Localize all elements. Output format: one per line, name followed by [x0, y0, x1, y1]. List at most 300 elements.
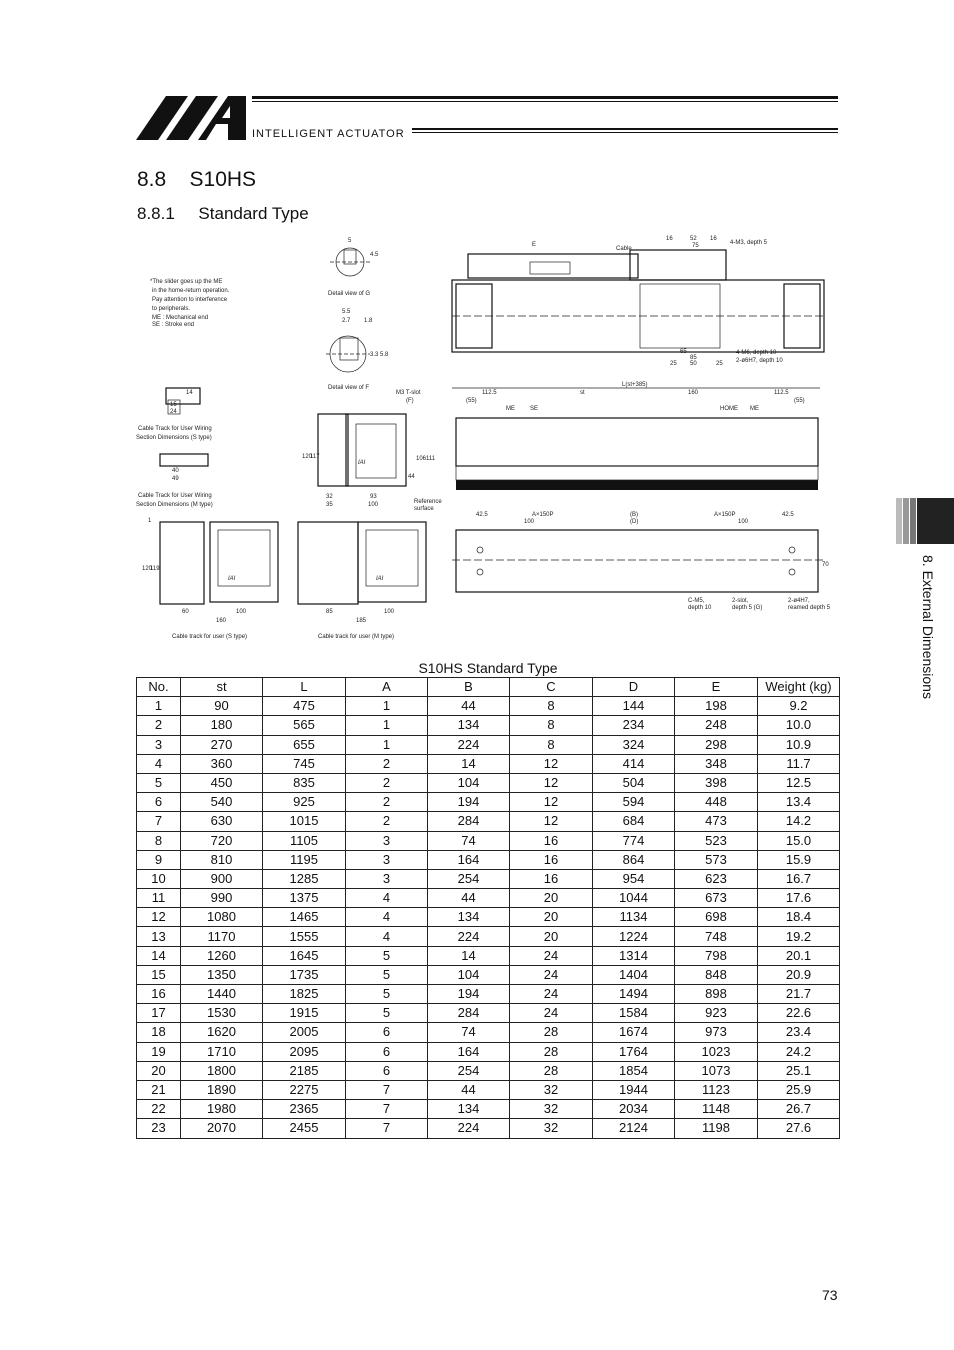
- cm5-note: C-M5,: [688, 598, 705, 604]
- dim-label: 120: [142, 566, 153, 572]
- table-cell: 19: [137, 1042, 181, 1061]
- cable-track-s: [142, 518, 278, 640]
- table-cell: 16: [510, 831, 593, 850]
- table-cell: 1915: [263, 1004, 346, 1023]
- dim-label: (55): [794, 398, 805, 404]
- dim-label: 65: [680, 349, 687, 355]
- table-cell: 1: [346, 697, 428, 716]
- table-cell: 2: [346, 812, 428, 831]
- table-cell: 594: [593, 793, 675, 812]
- table-cell: 414: [593, 754, 675, 773]
- table-cell: 1198: [675, 1119, 758, 1138]
- dim-label: 16: [666, 236, 673, 242]
- m3-tslot-label: (F): [406, 398, 414, 404]
- table-cell: 990: [181, 889, 263, 908]
- table-cell: 1: [346, 735, 428, 754]
- dim-label: 100: [524, 519, 535, 525]
- table-row: [137, 1023, 840, 1042]
- table-cell: 473: [675, 812, 758, 831]
- dim-label: 15: [170, 402, 177, 408]
- dim-label: 1: [148, 518, 152, 524]
- table-cell: 104: [428, 965, 510, 984]
- table-cell: 450: [181, 773, 263, 792]
- table-cell: 9.2: [758, 697, 840, 716]
- dim-label: 32: [326, 494, 333, 500]
- table-cell: 1123: [675, 1080, 758, 1099]
- table-cell: 20.9: [758, 965, 840, 984]
- table-cell: 8: [510, 716, 593, 735]
- table-cell: 3: [346, 831, 428, 850]
- table-cell: 25.1: [758, 1061, 840, 1080]
- table-cell: 194: [428, 793, 510, 812]
- cable-section-s: [136, 388, 212, 441]
- table-cell: 774: [593, 831, 675, 850]
- detail-f: [326, 309, 389, 391]
- table-cell: 864: [593, 850, 675, 869]
- dim-label: 70: [822, 562, 829, 568]
- table-cell: 1023: [675, 1042, 758, 1061]
- table-cell: 2: [346, 754, 428, 773]
- table-row: [137, 735, 840, 754]
- table-cell: 565: [263, 716, 346, 735]
- cable-section-m: [136, 454, 213, 508]
- table-row: [137, 716, 840, 735]
- column-header: No.: [137, 678, 181, 697]
- table-cell: 2: [346, 793, 428, 812]
- table-cell: 44: [428, 889, 510, 908]
- table-cell: 4: [346, 908, 428, 927]
- dim-label: 119: [150, 566, 160, 572]
- dim-label: 25: [716, 361, 723, 367]
- table-cell: 3: [346, 869, 428, 888]
- table-cell: 1620: [181, 1023, 263, 1042]
- table-cell: 248: [675, 716, 758, 735]
- table-cell: 20: [510, 889, 593, 908]
- table-cell: 1555: [263, 927, 346, 946]
- table-cell: 284: [428, 812, 510, 831]
- table-cell: 194: [428, 985, 510, 1004]
- column-header: Weight (kg): [758, 678, 840, 697]
- dim-label: A×150P: [714, 512, 736, 518]
- chapter-tab: [896, 498, 954, 544]
- table-cell: 3: [137, 735, 181, 754]
- table-cell: 12: [510, 812, 593, 831]
- table-cell: 198: [675, 697, 758, 716]
- table-cell: 2: [137, 716, 181, 735]
- front-view: [452, 382, 820, 490]
- table-cell: 2124: [593, 1119, 675, 1138]
- chapter-label: 8. External Dimensions: [920, 555, 936, 699]
- table-cell: 74: [428, 1023, 510, 1042]
- table-cell: 1890: [181, 1080, 263, 1099]
- table-cell: 20: [510, 927, 593, 946]
- table-cell: 2275: [263, 1080, 346, 1099]
- dim-label: 85: [690, 355, 697, 361]
- dim-label: L(st+385): [622, 382, 648, 388]
- dim-label: 93: [370, 494, 377, 500]
- table-row: [137, 1100, 840, 1119]
- section-title: 8.8 S10HS: [137, 168, 257, 191]
- table-row: [137, 812, 840, 831]
- table-row: [137, 927, 840, 946]
- table-cell: 2095: [263, 1042, 346, 1061]
- caption: Section Dimensions (S type): [136, 435, 212, 441]
- table-cell: 164: [428, 850, 510, 869]
- table-cell: 1764: [593, 1042, 675, 1061]
- table-cell: 573: [675, 850, 758, 869]
- note-line: to peripherals.: [152, 306, 191, 312]
- dim-label: 5.8: [380, 352, 389, 358]
- table-row: [137, 831, 840, 850]
- table-cell: 898: [675, 985, 758, 1004]
- table-cell: 12: [510, 754, 593, 773]
- table-cell: 134: [428, 1100, 510, 1119]
- dim-label: 160: [216, 618, 227, 624]
- table-cell: 23.4: [758, 1023, 840, 1042]
- table-cell: 925: [263, 793, 346, 812]
- h7-note: 2-ø6H7, depth 10: [736, 358, 783, 364]
- table-header-row: [137, 678, 840, 697]
- slot-note: depth 5 (G): [732, 605, 763, 611]
- table-cell: 398: [675, 773, 758, 792]
- dim-label: 4.5: [370, 252, 379, 258]
- table-cell: 748: [675, 927, 758, 946]
- table-cell: 134: [428, 716, 510, 735]
- table-cell: 21.7: [758, 985, 840, 1004]
- table-cell: 7: [137, 812, 181, 831]
- dim-label: 2.7: [342, 318, 351, 324]
- table-row: [137, 1061, 840, 1080]
- page-number: 73: [822, 1287, 838, 1303]
- dim-label: 49: [172, 476, 179, 482]
- table-cell: 1224: [593, 927, 675, 946]
- caption: Cable Track for User Wiring: [138, 426, 212, 432]
- end-view: [302, 390, 442, 512]
- iai-logo-icon: [136, 94, 246, 142]
- dim-label: 5: [348, 238, 352, 244]
- table-cell: 12: [510, 773, 593, 792]
- cable-track-m: [298, 522, 426, 640]
- caption: Section Dimensions (M type): [136, 502, 213, 508]
- dim-label: (D): [630, 519, 639, 525]
- table-cell: 835: [263, 773, 346, 792]
- caption: Cable Track for User Wiring: [138, 493, 212, 499]
- table-cell: 26.7: [758, 1100, 840, 1119]
- iai-mark: IAI: [358, 460, 366, 466]
- table-cell: 2455: [263, 1119, 346, 1138]
- dim-label: 14: [186, 390, 193, 396]
- table-cell: 623: [675, 869, 758, 888]
- table-cell: 1148: [675, 1100, 758, 1119]
- table-cell: 14: [428, 946, 510, 965]
- table-cell: 6: [346, 1023, 428, 1042]
- dim-label: 35: [326, 502, 333, 508]
- table-cell: 540: [181, 793, 263, 812]
- table-cell: 22: [137, 1100, 181, 1119]
- table-cell: 20.1: [758, 946, 840, 965]
- table-cell: 8: [510, 697, 593, 716]
- dim-label: 60: [182, 609, 189, 615]
- column-header: A: [346, 678, 428, 697]
- dim-label: 112.5: [774, 390, 789, 396]
- table-cell: 284: [428, 1004, 510, 1023]
- table-cell: 655: [263, 735, 346, 754]
- table-cell: 1440: [181, 985, 263, 1004]
- table-cell: 1645: [263, 946, 346, 965]
- brand-rule: [412, 128, 838, 130]
- table-cell: 164: [428, 1042, 510, 1061]
- table-row: [137, 965, 840, 984]
- table-row: [137, 985, 840, 1004]
- h7b-note: reamed depth 5: [788, 605, 831, 611]
- dim-label: 120: [302, 454, 313, 460]
- table-cell: 1015: [263, 812, 346, 831]
- table-cell: 5: [346, 985, 428, 1004]
- dim-label: 100: [384, 609, 395, 615]
- table-cell: 1314: [593, 946, 675, 965]
- table-cell: 20: [137, 1061, 181, 1080]
- table-cell: 17: [137, 1004, 181, 1023]
- table-cell: 1044: [593, 889, 675, 908]
- table-cell: 3: [346, 850, 428, 869]
- dim-label: 85: [326, 609, 333, 615]
- dim-label: E: [532, 242, 537, 248]
- note-line: ME : Mechanical end: [152, 315, 209, 321]
- table-cell: 18: [137, 1023, 181, 1042]
- note-line: *The slider goes up the ME: [150, 279, 223, 285]
- table-cell: 900: [181, 869, 263, 888]
- m6-note: 4-M6, depth 10: [736, 350, 777, 356]
- slot-note: 2-slot,: [732, 598, 749, 604]
- table-cell: 28: [510, 1042, 593, 1061]
- table-cell: 504: [593, 773, 675, 792]
- table-cell: 17.6: [758, 889, 840, 908]
- dim-label: 117: [310, 454, 320, 460]
- se-label: SE: [530, 406, 539, 412]
- dim-label: 42.5: [782, 512, 794, 518]
- table-cell: 2185: [263, 1061, 346, 1080]
- table-cell: 25.9: [758, 1080, 840, 1099]
- header-rule: [252, 96, 838, 99]
- table-cell: 4: [346, 889, 428, 908]
- table-cell: 348: [675, 754, 758, 773]
- table-cell: 1195: [263, 850, 346, 869]
- dim-label: 1.8: [364, 318, 373, 324]
- table-cell: 1584: [593, 1004, 675, 1023]
- me-label: ME: [506, 406, 515, 412]
- brand-name: INTELLIGENT ACTUATOR: [252, 128, 405, 140]
- table-row: [137, 1080, 840, 1099]
- table-cell: 1134: [593, 908, 675, 927]
- dim-label: 40: [172, 468, 179, 474]
- table-cell: 1350: [181, 965, 263, 984]
- table-cell: 8: [137, 831, 181, 850]
- table-cell: 16.7: [758, 869, 840, 888]
- table-cell: 14.2: [758, 812, 840, 831]
- side-view-top: [452, 236, 824, 367]
- table-cell: 90: [181, 697, 263, 716]
- caption: Cable track for user (S type): [172, 634, 248, 640]
- detail-f-caption: Detail view of F: [328, 385, 370, 391]
- table-cell: 1944: [593, 1080, 675, 1099]
- table-cell: 12: [510, 793, 593, 812]
- detail-g-caption: Detail view of G: [328, 291, 371, 297]
- table-cell: 15.0: [758, 831, 840, 850]
- table-cell: 134: [428, 908, 510, 927]
- dim-label: (B): [630, 512, 638, 518]
- table-cell: 923: [675, 1004, 758, 1023]
- cm5-note: depth 10: [688, 605, 712, 611]
- table-cell: 8: [510, 735, 593, 754]
- table-cell: 18.4: [758, 908, 840, 927]
- table-cell: 224: [428, 1119, 510, 1138]
- dim-label: 16: [710, 236, 717, 242]
- table-cell: 745: [263, 754, 346, 773]
- table-cell: 523: [675, 831, 758, 850]
- table-cell: 23: [137, 1119, 181, 1138]
- table-cell: 28: [510, 1061, 593, 1080]
- table-cell: 24: [510, 985, 593, 1004]
- table-cell: 10.9: [758, 735, 840, 754]
- table-cell: 1285: [263, 869, 346, 888]
- table-cell: 1: [346, 716, 428, 735]
- note-line: in the home-return operation.: [152, 288, 230, 294]
- table-row: [137, 946, 840, 965]
- table-cell: 22.6: [758, 1004, 840, 1023]
- dimension-drawing: [130, 232, 842, 644]
- dim-label: 52: [690, 236, 697, 242]
- dim-label: 112.5: [482, 390, 497, 396]
- column-header: L: [263, 678, 346, 697]
- table-cell: 234: [593, 716, 675, 735]
- table-cell: 16: [510, 850, 593, 869]
- dim-label: 50: [690, 361, 697, 367]
- dim-label: st: [580, 390, 585, 396]
- table-cell: 954: [593, 869, 675, 888]
- note-line: Pay attention to interference: [152, 297, 228, 303]
- dim-label: 185: [356, 618, 367, 624]
- table-cell: 7: [346, 1119, 428, 1138]
- dim-label: 75: [692, 243, 699, 249]
- home-label: HOME: [720, 406, 738, 412]
- table-cell: 1825: [263, 985, 346, 1004]
- table-cell: 32: [510, 1080, 593, 1099]
- table-cell: 24: [510, 946, 593, 965]
- table-cell: 270: [181, 735, 263, 754]
- table-cell: 5: [346, 1004, 428, 1023]
- table-cell: 720: [181, 831, 263, 850]
- header-rule-thin: [252, 101, 838, 102]
- table-cell: 2034: [593, 1100, 675, 1119]
- table-cell: 2: [346, 773, 428, 792]
- table-cell: 180: [181, 716, 263, 735]
- table-cell: 32: [510, 1119, 593, 1138]
- table-cell: 1854: [593, 1061, 675, 1080]
- subsection-title: 8.8.1 Standard Type: [137, 204, 309, 223]
- table-cell: 1735: [263, 965, 346, 984]
- table-cell: 6: [346, 1061, 428, 1080]
- table-cell: 7: [346, 1080, 428, 1099]
- table-cell: 10: [137, 869, 181, 888]
- table-cell: 1710: [181, 1042, 263, 1061]
- dim-label: 5.5: [342, 309, 351, 315]
- dim-label: 106: [416, 456, 427, 462]
- table-cell: 24: [510, 1004, 593, 1023]
- table-row: [137, 773, 840, 792]
- table-cell: 24: [510, 965, 593, 984]
- table-cell: 1080: [181, 908, 263, 927]
- table-cell: 13.4: [758, 793, 840, 812]
- table-cell: 1: [137, 697, 181, 716]
- column-header: B: [428, 678, 510, 697]
- table-cell: 360: [181, 754, 263, 773]
- table-cell: 15.9: [758, 850, 840, 869]
- table-cell: 224: [428, 927, 510, 946]
- table-cell: 1980: [181, 1100, 263, 1119]
- table-cell: 12.5: [758, 773, 840, 792]
- table-cell: 14: [137, 946, 181, 965]
- dim-label: (55): [466, 398, 477, 404]
- table-cell: 10.0: [758, 716, 840, 735]
- dim-label: 44: [408, 474, 415, 480]
- table-cell: 1494: [593, 985, 675, 1004]
- table-cell: 2070: [181, 1119, 263, 1138]
- column-header: st: [181, 678, 263, 697]
- note-line: SE : Stroke end: [152, 322, 195, 328]
- table-cell: 12: [137, 908, 181, 927]
- table-row: [137, 908, 840, 927]
- table-cell: 6: [346, 1042, 428, 1061]
- table-cell: 298: [675, 735, 758, 754]
- bottom-view: [452, 512, 831, 611]
- table-cell: 5: [346, 946, 428, 965]
- table-cell: 1375: [263, 889, 346, 908]
- table-cell: 32: [510, 1100, 593, 1119]
- dim-label: 100: [368, 502, 379, 508]
- table-row: [137, 850, 840, 869]
- table-cell: 6: [137, 793, 181, 812]
- table-cell: 798: [675, 946, 758, 965]
- table-cell: 848: [675, 965, 758, 984]
- table-cell: 1465: [263, 908, 346, 927]
- table-cell: 19.2: [758, 927, 840, 946]
- table-cell: 254: [428, 869, 510, 888]
- table-cell: 16: [137, 985, 181, 1004]
- table-cell: 1105: [263, 831, 346, 850]
- table-cell: 13: [137, 927, 181, 946]
- table-cell: 1404: [593, 965, 675, 984]
- table-cell: 973: [675, 1023, 758, 1042]
- me-label: ME: [750, 406, 759, 412]
- table-cell: 4: [137, 754, 181, 773]
- table-row: [137, 793, 840, 812]
- table-cell: 11.7: [758, 754, 840, 773]
- table-cell: 324: [593, 735, 675, 754]
- table-cell: 28: [510, 1023, 593, 1042]
- table-row: [137, 697, 840, 716]
- table-cell: 27.6: [758, 1119, 840, 1138]
- table-cell: 1073: [675, 1061, 758, 1080]
- table-cell: 1260: [181, 946, 263, 965]
- caption: surface: [414, 506, 434, 512]
- column-header: E: [675, 678, 758, 697]
- table-cell: 224: [428, 735, 510, 754]
- dim-label: 25: [670, 361, 677, 367]
- dim-label: 111: [426, 456, 436, 462]
- table-cell: 21: [137, 1080, 181, 1099]
- table-cell: 5: [137, 773, 181, 792]
- iai-mark: IAI: [376, 576, 384, 582]
